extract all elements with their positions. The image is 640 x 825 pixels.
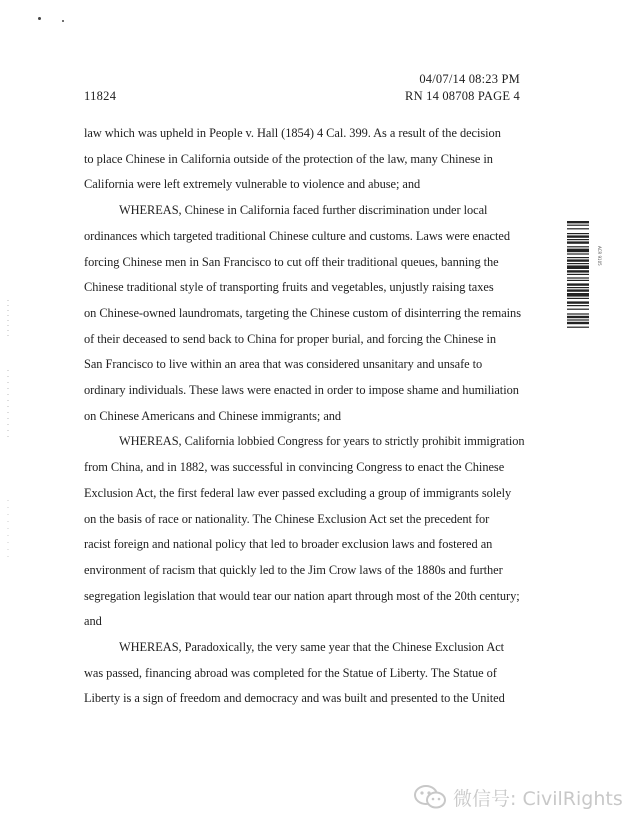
barcode-bar	[567, 253, 589, 254]
barcode-bar	[567, 259, 589, 261]
body-line: environment of racism that quickly led to the Jim Crow laws of the 1880s and further	[84, 562, 503, 577]
body-line: racist foreign and national policy that led to broader exclusion laws and fostered an	[84, 537, 493, 552]
body-line: of their deceased to send back to China for proper burial, and forcing the Chinese in	[84, 331, 497, 346]
body-line: on Chinese-owned laundromats, targeting the Chinese custom of disinterring the remains	[84, 305, 521, 320]
barcode-bar	[567, 301, 589, 303]
body-line: to place Chinese in California outside of the protection of the law, many Chinese in	[84, 151, 493, 166]
barcode-bar	[567, 283, 589, 285]
barcode-bar	[567, 221, 589, 223]
wechat-watermark	[413, 782, 623, 812]
barcode-bar	[567, 257, 589, 258]
barcode-bar	[567, 249, 589, 253]
body-line: WHEREAS, Chinese in California faced further discrimination under local	[119, 203, 488, 218]
body-line: WHEREAS, Paradoxically, the very same year that the Chinese Exclusion Act	[119, 640, 505, 655]
scan-speck	[38, 17, 41, 20]
body-line: WHEREAS, California lobbied Congress for years to strictly prohibit immigration	[119, 434, 525, 449]
barcode-bar	[567, 327, 589, 328]
body-line: Chinese traditional style of transporting fruits and vegetables, unjustly raising taxes	[84, 280, 494, 295]
body-line: and	[84, 614, 102, 629]
barcode-bar	[567, 228, 589, 229]
wechat-icon	[413, 784, 447, 810]
barcode-bar	[567, 280, 589, 281]
watermark-text: 微信号: CivilRights	[453, 787, 623, 810]
scan-speck	[62, 20, 64, 22]
body-line: segregation legislation that would tear our nation apart through most of the 20th century;	[84, 588, 520, 603]
body-line: California were left extremely vulnerable to violence and abuse; and	[84, 177, 421, 192]
barcode-bar	[567, 322, 589, 324]
barcode-bar	[567, 263, 589, 264]
document-number: 11824	[84, 89, 117, 103]
margin-scan-marks	[6, 300, 10, 560]
barcode-bar	[567, 316, 589, 318]
barcode-bar	[567, 270, 589, 272]
barcode	[567, 221, 589, 329]
fax-timestamp: 04/07/14 08:23 PM	[419, 72, 520, 86]
barcode-bar	[567, 235, 589, 237]
barcode-label: ACR 9105	[597, 246, 602, 266]
barcode-bar	[567, 309, 589, 310]
barcode-bar	[567, 265, 589, 269]
body-line: on Chinese Americans and Chinese immigrants; and	[84, 408, 342, 423]
barcode-bar	[567, 233, 589, 234]
barcode-bar	[567, 277, 589, 278]
body-line: San Francisco to live within an area that was considered unsanitary and unsafe to	[84, 357, 483, 372]
body-line: was passed, financing abroad was completed for the Statue of Liberty. The Statue of	[84, 665, 497, 680]
barcode-bar	[567, 319, 589, 320]
body-line: law which was upheld in People v. Hall (1854) 4 Cal. 399. As a result of the decision	[84, 126, 501, 140]
fax-header	[84, 72, 520, 108]
barcode-bar	[567, 313, 589, 314]
barcode-bar	[567, 274, 589, 275]
body-line: Exclusion Act, the first federal law ever passed excluding a group of immigrants solely	[84, 485, 512, 500]
barcode-bar	[567, 289, 589, 291]
barcode-bar	[567, 241, 589, 243]
fax-page-reference: RN 14 08708 PAGE 4	[405, 89, 520, 103]
barcode-bar	[567, 298, 589, 299]
barcode-bar	[567, 287, 589, 288]
barcode-bar	[567, 293, 589, 297]
body-line: Liberty is a sign of freedom and democracy and was built and presented to the United	[84, 691, 505, 706]
body-line: forcing Chinese men in San Francisco to cut off their traditional queues, banning the	[84, 254, 499, 269]
body-line: ordinary individuals. These laws were enacted in order to impose shame and humiliation	[84, 383, 519, 398]
body-line: ordinances which targeted traditional Chinese culture and customs. Laws were enacted	[84, 228, 510, 243]
barcode-bar	[567, 305, 589, 306]
barcode-bar	[567, 246, 589, 247]
body-line: on the basis of race or nationality. The Chinese Exclusion Act set the precedent for	[84, 511, 490, 526]
body-line: from China, and in 1882, was successful in convincing Congress to enact the Chinese	[84, 460, 505, 475]
resolution-body	[84, 121, 530, 712]
barcode-bar	[567, 239, 589, 240]
barcode-bar	[567, 225, 589, 226]
